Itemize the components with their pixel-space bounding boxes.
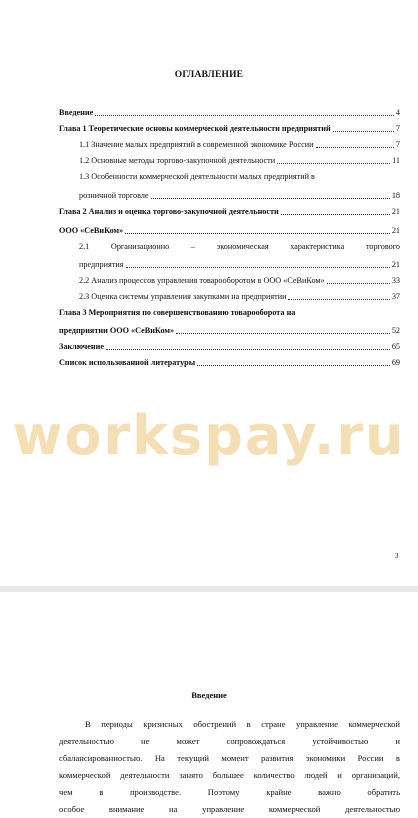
document-page-2 (0, 592, 418, 818)
toc-title: ОГЛАВЛЕНИЕ (174, 70, 244, 80)
toc-entry-chapter-3-line2[interactable]: предприятии ООО «СеВиКом» 52 (59, 326, 400, 335)
toc-entry-1-2[interactable]: 1.2 Основные методы торгово-закупочной деятельности 11 (79, 156, 400, 165)
body-paragraph (59, 716, 400, 818)
paragraph-line: сбалансированностью. На текущий момент развития экономики России в (59, 753, 400, 763)
toc-entry-2-1-line2[interactable]: предприятия 21 (79, 260, 400, 269)
watermark: workspay.ru (12, 404, 406, 467)
toc-entry-2-3[interactable]: 2.3 Оценка системы управления закупками на предприятии 37 (79, 292, 400, 301)
toc-entry-chapter-3-line1[interactable]: Глава 3 Мероприятия по совершенствованию товарооборота на (59, 308, 296, 317)
toc-entry-1-3-line1[interactable]: 1.3 Особенности коммерческой деятельности малых предприятий в (79, 172, 315, 181)
paragraph-line: В периоды кризисных обострений в стране управление коммерческой (85, 719, 400, 729)
toc-entry-chapter-2-company[interactable]: ООО «СеВиКом» 21 (59, 226, 400, 235)
toc-entry-1-3-line2[interactable]: розничной торговле 18 (79, 191, 400, 200)
section-heading: Введение (191, 690, 227, 700)
paragraph-line: деятельностью не может сопровождаться устойчивостью и (59, 736, 400, 746)
toc-entry-2-1-line1[interactable]: 2.1 Организационно – экономическая характеристика торгового (79, 242, 400, 251)
page-number: 3 (395, 552, 399, 560)
toc-entry-2-2[interactable]: 2.2 Анализ процессов управления товарооборотом в ООО «СеВиКом» 33 (79, 276, 400, 285)
table-of-contents (59, 102, 400, 368)
paragraph-line: чем в производстве. Поэтому крайне важно обратить (59, 787, 400, 797)
toc-entry-conclusion[interactable]: Заключение 65 (59, 342, 400, 351)
toc-entry-introduction[interactable]: Введение 4 (59, 108, 400, 117)
paragraph-line: коммерческой деятельности занято большее количество людей и организаций, (59, 770, 400, 780)
toc-entry-chapter-2[interactable]: Глава 2 Анализ и оценка торгово-закупочной деятельности 21 (59, 207, 400, 216)
paragraph-line: особое внимание на управление коммерческой деятельностью (59, 804, 400, 814)
toc-entry-chapter-1[interactable]: Глава 1 Теоретические основы коммерческой деятельности предприятий 7 (59, 124, 400, 133)
toc-entry-bibliography[interactable]: Список использованной литературы 69 (59, 358, 400, 367)
toc-entry-1-1[interactable]: 1.1 Значение малых предприятий в современной экономике России 7 (79, 140, 400, 149)
